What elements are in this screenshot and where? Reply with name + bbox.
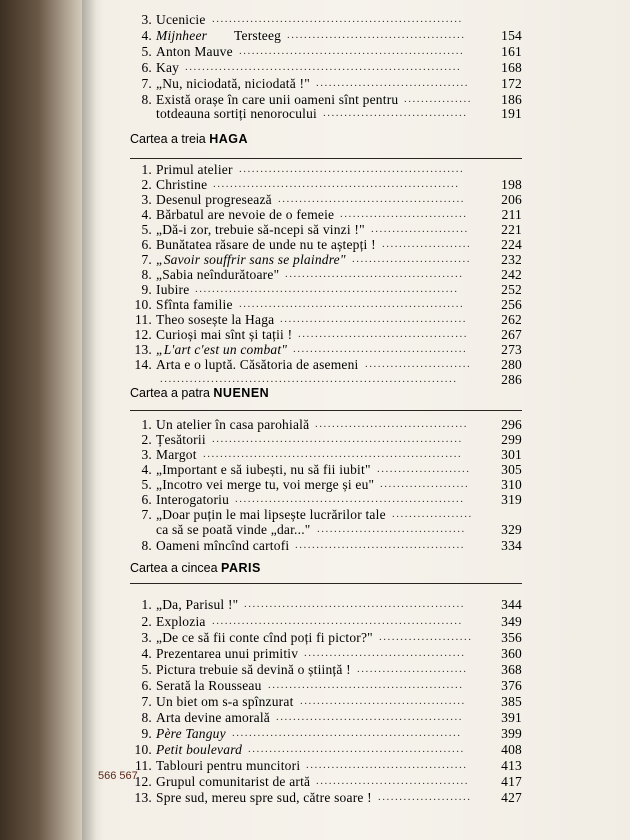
toc-entry[interactable] [130, 646, 522, 661]
entry-title: „Nu, niciodată, niciodată !" [156, 76, 310, 91]
entry-title: Kay [156, 60, 180, 75]
entry-title: „Incotro vei merge tu, voi merge și eu" [156, 477, 375, 492]
entry-page-number: 349 [501, 614, 522, 629]
entry-page-number: 280 [501, 357, 522, 372]
entry-page-number: 296 [501, 417, 522, 432]
toc-entry[interactable] [130, 76, 522, 91]
entry-title: Țesătorii [156, 432, 206, 447]
leader-dots: ...................................................... [232, 727, 462, 739]
toc-entry[interactable] [130, 297, 522, 312]
entry-number: 8. [141, 92, 152, 107]
toc-entry[interactable] [130, 662, 522, 677]
entry-number: 10. [134, 297, 152, 312]
section-heading [130, 132, 248, 146]
toc-entry[interactable] [130, 177, 522, 192]
entry-page-number: 242 [501, 267, 522, 282]
toc-entry[interactable] [130, 694, 522, 709]
toc-entry[interactable] [130, 614, 522, 629]
entry-number: 7. [141, 252, 152, 267]
entry-title: Serată la Rousseau [156, 678, 262, 693]
entry-number: 1. [141, 162, 152, 177]
entry-page-number: 206 [501, 192, 522, 207]
entry-page-number: 417 [501, 774, 522, 789]
entry-number: 4. [141, 207, 152, 222]
toc-entry[interactable] [130, 678, 522, 693]
toc-entry[interactable] [130, 726, 522, 741]
leader-dots: ........................................ [298, 328, 468, 340]
toc-entry[interactable] [130, 597, 522, 612]
entry-title: Anton Mauve [156, 44, 233, 59]
leader-dots: ........................................................... [212, 615, 463, 627]
entry-page-number: 376 [501, 678, 522, 693]
toc-entry[interactable] [130, 342, 522, 357]
entry-page-number: 232 [501, 252, 522, 267]
toc-entry[interactable] [130, 92, 522, 107]
toc-entry[interactable] [130, 267, 522, 282]
leader-dots: .................................... [316, 775, 469, 787]
toc-entry[interactable] [130, 237, 522, 252]
leader-dots: ....................... [371, 223, 469, 235]
entry-page-number: 368 [501, 662, 522, 677]
toc-entry[interactable] [130, 106, 522, 121]
entry-number: 5. [141, 477, 152, 492]
toc-entry[interactable] [130, 447, 522, 462]
entry-title: Curioși mai sînt și tații ! [156, 327, 293, 342]
entry-page-number: 198 [501, 177, 522, 192]
entry-page-number: 385 [501, 694, 522, 709]
toc-entry[interactable] [130, 357, 522, 372]
leader-dots: ........................................ [295, 539, 465, 551]
entry-title: Père Tanguy [156, 726, 226, 741]
entry-number: 6. [141, 678, 152, 693]
entry-page-number: 301 [501, 447, 522, 462]
leader-dots: ................................................... [248, 743, 465, 755]
toc-entry[interactable] [130, 12, 522, 27]
entry-title: Grupul comunitarist de artă [156, 774, 311, 789]
entry-page-number: 286 [501, 372, 522, 387]
leader-dots: .................................... [315, 418, 468, 430]
section-prefix: Cartea a cincea [130, 561, 218, 575]
entry-number: 9. [141, 726, 152, 741]
toc-entry[interactable] [130, 477, 522, 492]
entry-title: Iubire [156, 282, 190, 297]
toc-entry[interactable] [130, 710, 522, 725]
entry-title: „De ce să fii conte cînd poți fi pictor?" [156, 630, 373, 645]
toc-entry[interactable] [130, 207, 522, 222]
section-heading [130, 386, 269, 400]
entry-number: 11. [135, 758, 152, 773]
entry-title: „Dă-i zor, trebuie să-ncepi să vinzi !" [156, 222, 365, 237]
leader-dots: .................................................... [244, 598, 465, 610]
leader-dots: .............................. [340, 208, 468, 220]
entry-number: 2. [141, 177, 152, 192]
toc-entry[interactable] [130, 507, 522, 522]
leader-dots: ................... [392, 508, 473, 520]
leader-dots: ...................... [378, 791, 472, 803]
entry-page-number: 360 [501, 646, 522, 661]
section-name: NUENEN [213, 386, 270, 400]
toc-entry[interactable] [130, 522, 522, 537]
entry-number: 1. [141, 417, 152, 432]
entry-title: Arta devine amorală [156, 710, 270, 725]
toc-entry[interactable] [130, 492, 522, 507]
toc-entry[interactable] [130, 462, 522, 477]
section-prefix: Cartea a treia [130, 132, 206, 146]
entry-page-number: 252 [501, 282, 522, 297]
entry-number: 12. [134, 774, 152, 789]
entry-number: 9. [141, 282, 152, 297]
toc-entry[interactable] [130, 252, 522, 267]
entry-title: „L'art c'est un combat" [156, 342, 288, 357]
entry-title: Arta e o luptă. Căsătoria de asemeni [156, 357, 359, 372]
entry-number: 4. [141, 646, 152, 661]
entry-title-rest: Tersteeg [234, 28, 282, 43]
entry-number: 7. [141, 76, 152, 91]
leader-dots: ...................................................... [235, 493, 465, 505]
entry-title: Oameni mîncînd cartofi [156, 538, 290, 553]
entry-number: 3. [141, 630, 152, 645]
entry-number: 2. [141, 432, 152, 447]
toc-entry[interactable] [130, 312, 522, 327]
leader-dots: ................................... [317, 523, 466, 535]
entry-page-number: 305 [501, 462, 522, 477]
toc-entry[interactable] [130, 790, 522, 805]
entry-number: 5. [141, 222, 152, 237]
entry-title: Tablouri pentru muncitori [156, 758, 301, 773]
entry-page-number: 299 [501, 432, 522, 447]
entry-number: 5. [141, 44, 152, 59]
leader-dots: ...................................... [306, 759, 468, 771]
entry-title: Prezentarea unui primitiv [156, 646, 299, 661]
leader-dots: ................................................................. [185, 61, 462, 73]
entry-page-number: 211 [501, 207, 522, 222]
leader-dots: ....................................... [300, 695, 466, 707]
leader-dots: ...................................................................... [160, 373, 458, 385]
entry-page-number: 273 [501, 342, 522, 357]
leader-dots: ............................................................. [203, 448, 463, 460]
entry-page-number: 427 [501, 790, 522, 805]
entry-number: 10. [134, 742, 152, 757]
leader-dots: ..................................................... [239, 45, 465, 57]
entry-title: Bărbatul are nevoie de o femeie [156, 207, 335, 222]
entry-page-number: 329 [501, 522, 522, 537]
entry-title: Christine [156, 177, 208, 192]
entry-title: Mijnheer [156, 28, 208, 43]
toc-entry[interactable] [130, 372, 522, 387]
entry-title: Un biet om s-a spînzurat [156, 694, 294, 709]
entry-title: totdeauna sortiți nenorocului [156, 106, 318, 121]
entry-page-number: 221 [501, 222, 522, 237]
leader-dots: .................................. [323, 107, 468, 119]
leader-dots: .............................................. [268, 679, 464, 691]
entry-page-number: 224 [501, 237, 522, 252]
toc-entry[interactable] [130, 742, 522, 757]
entry-title: Bunătatea răsare de unde nu te aștepți ! [156, 237, 376, 252]
leader-dots: ............................................ [280, 313, 467, 325]
entry-number: 12. [134, 327, 152, 342]
entry-page-number: 319 [501, 492, 522, 507]
section-heading [130, 561, 261, 575]
leader-dots: ............................ [352, 253, 471, 265]
leader-dots: ........................................................... [212, 13, 463, 25]
entry-page-number: 408 [501, 742, 522, 757]
toc-entry[interactable] [130, 327, 522, 342]
entry-title: „Important e să iubești, nu să fii iubit" [156, 462, 371, 477]
entry-number: 7. [141, 507, 152, 522]
section-name: PARIS [221, 561, 261, 575]
toc-entry[interactable] [130, 60, 522, 75]
leader-dots: ........................................................... [212, 433, 463, 445]
entry-page-number: 356 [501, 630, 522, 645]
entry-page-number: 344 [501, 597, 522, 612]
entry-page-number: 168 [501, 60, 522, 75]
section-prefix: Cartea a patra [130, 386, 210, 400]
page-fold-shadow [82, 0, 96, 840]
entry-number: 8. [141, 538, 152, 553]
entry-page-number: 413 [501, 758, 522, 773]
entry-page-number: 172 [501, 76, 522, 91]
entry-title: Sfînta familie [156, 297, 233, 312]
leader-dots: .......................... [357, 663, 468, 675]
entry-number: 1. [141, 597, 152, 612]
entry-title: „Sabia neîndurătoare" [156, 267, 280, 282]
entry-title: Pictura trebuie să devină o știință ! [156, 662, 351, 677]
entry-number: 8. [141, 710, 152, 725]
toc-entry[interactable] [130, 162, 522, 177]
entry-title: Spre sud, mereu spre sud, către soare ! [156, 790, 372, 805]
toc-entry[interactable] [130, 538, 522, 553]
toc-entry[interactable] [130, 282, 522, 297]
entry-page-number: 161 [501, 44, 522, 59]
toc-entry[interactable] [130, 28, 522, 43]
leader-dots: ...................... [379, 631, 473, 643]
entry-number: 6. [141, 60, 152, 75]
toc-entry[interactable] [130, 774, 522, 789]
entry-page-number: 262 [501, 312, 522, 327]
toc-entry[interactable] [130, 758, 522, 773]
toc-entry[interactable] [130, 630, 522, 645]
leader-dots: ..................... [382, 238, 472, 250]
entry-page-number: 256 [501, 297, 522, 312]
entry-number: 5. [141, 662, 152, 677]
entry-title: Petit boulevard [156, 742, 243, 757]
entry-page-number: 334 [501, 538, 522, 553]
section-rule [130, 583, 522, 584]
entry-number: 11. [135, 312, 152, 327]
leader-dots: ......................... [365, 358, 472, 370]
toc-entry[interactable] [130, 417, 522, 432]
entry-title: Un atelier în casa parohială [156, 417, 310, 432]
entry-title: Margot [156, 447, 197, 462]
entry-title: „Savoir souffrir sans se plaindre" [156, 252, 346, 267]
entry-title: Desenul progresează [156, 192, 272, 207]
entry-number: 13. [134, 790, 152, 805]
entry-number: 7. [141, 694, 152, 709]
leader-dots: ............................................ [278, 193, 465, 205]
leader-dots: .......................................... [287, 29, 466, 41]
entry-title: Explozia [156, 614, 206, 629]
leader-dots: ..................................................... [239, 163, 465, 175]
section-rule [130, 158, 522, 159]
leader-dots: ......................................... [293, 343, 468, 355]
entry-number: 3. [141, 12, 152, 27]
leader-dots: ...................................... [304, 647, 466, 659]
entry-page-number: 267 [501, 327, 522, 342]
section-name: HAGA [209, 132, 249, 146]
toc-entry[interactable] [130, 222, 522, 237]
entry-page-number: 310 [501, 477, 522, 492]
entry-number: 14. [134, 357, 152, 372]
toc-entry[interactable] [130, 44, 522, 59]
leader-dots: .......................................... [285, 268, 464, 280]
entry-number: 2. [141, 614, 152, 629]
leader-dots: .................................... [316, 77, 469, 89]
entry-title: ca să se poată vinde „dar..." [156, 522, 311, 537]
section-rule [130, 410, 522, 411]
entry-number: 4. [141, 462, 152, 477]
entry-title: Interogatoriu [156, 492, 230, 507]
entry-page-number: 399 [501, 726, 522, 741]
entry-number: 8. [141, 267, 152, 282]
entry-page-number: 186 [501, 92, 522, 107]
entry-title: Primul atelier [156, 162, 233, 177]
entry-number: 3. [141, 192, 152, 207]
entry-number: 3. [141, 447, 152, 462]
entry-number: 4. [141, 28, 152, 43]
leader-dots: ...................... [377, 463, 471, 475]
entry-title: „Da, Parisul !" [156, 597, 239, 612]
entry-title: „Doar puțin le mai lipsește lucrărilor tale [156, 507, 386, 522]
entry-number: 6. [141, 237, 152, 252]
entry-page-number: 391 [501, 710, 522, 725]
entry-page-number: 191 [501, 106, 522, 121]
leader-dots: .............................................................. [195, 283, 459, 295]
leader-dots: ............................................ [276, 711, 463, 723]
entry-number: 13. [134, 342, 152, 357]
leader-dots: .......................................................... [213, 178, 460, 190]
leader-dots: ................ [404, 93, 472, 105]
leader-dots: ..................... [380, 478, 470, 490]
toc-entry[interactable] [130, 432, 522, 447]
entry-title: Ucenicie [156, 12, 206, 27]
entry-page-number: 154 [501, 28, 522, 43]
entry-number: 6. [141, 492, 152, 507]
toc-entry[interactable] [130, 192, 522, 207]
leader-dots: ..................................................... [239, 298, 465, 310]
entry-title: Există orașe în care unii oameni sînt pentru [156, 92, 399, 107]
margin-page-numbers: 566 567 [98, 770, 138, 782]
entry-title: Theo sosește la Haga [156, 312, 275, 327]
